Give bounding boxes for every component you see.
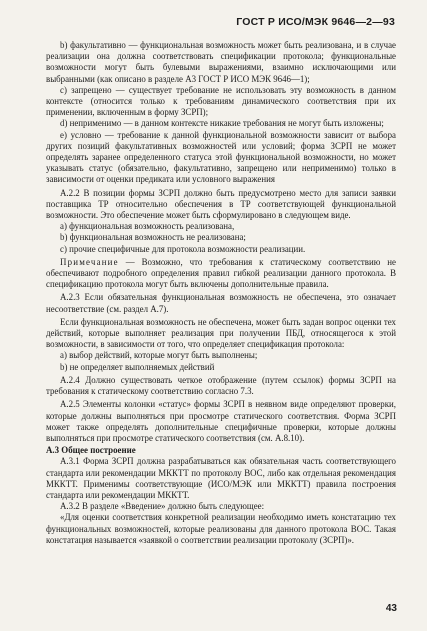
list-item: e) условно — требование к данной функциональной возможности зависит от выбора других позиций факультативных возможностей или условий; форма ЗСРП не может определять заранее определенного статуса этой функциональной возможности, но может указывать статус (обязательно, факультативно, запрещено или неприменимо) только в зависимости от оценки предиката или условного выражения: [46, 129, 396, 185]
paragraph: А.3.1 Форма ЗСРП должна разрабатываться как обязательная часть соответствующего стандарта или рекомендации МККТТ по протоколу ВОС, либо как отдельная рекомендация МККТТ. Применимы соответствующие (ИСО/МЭК или МККТТ) правила построения стандарта или рекомендации МККТТ.: [46, 456, 396, 500]
list-item: c) прочие специфичные для протокола возможности реализации.: [60, 243, 306, 254]
paragraph: Если функциональная возможность не обеспечена, может быть задан вопрос оценки тех действий, которые выполняет реализация при получении ПБД, относящегося к этой возможности, в зависимости от того, что определяет спецификация протокола:: [46, 316, 396, 350]
paragraph: А.3.2 В разделе «Введение» должно быть следующее:: [60, 501, 265, 512]
list-item: a) функциональная возможность реализована,: [60, 221, 235, 232]
list-item: b) факультативно — функциональная возможность может быть реализована, и в случае реализации она должна соответствовать спецификации протокола; функциональные возможности могут быть булевыми выражениями, взаимно исключающими или выбранными (как описано в разделе А3 ГОСТ Р ИСО МЭК 9646—1);: [46, 40, 396, 84]
paragraph: А.2.2 В позиции формы ЗСРП должно быть предусмотрено место для записи заявки поставщика ТР относительно обеспечения в ТР соответствующей функциональной возможности. Это обеспечение может быть сформулировано в следующем виде.: [46, 187, 396, 221]
paragraph: А.2.3 Если обязательная функциональная возможность не обеспечена, это означает несоответствие (см. раздел А.7).: [46, 292, 396, 314]
list-item: d) неприменимо — в данном контексте никакие требования не могут быть изложены;: [60, 118, 384, 129]
paragraph: А.2.4 Должно существовать четкое отображение (путем ссылок) формы ЗСРП на требования к статическому соответствию согласно 7.3.: [46, 374, 396, 397]
page-number: 43: [385, 603, 397, 614]
note-paragraph: Примечание — Возможно, что требования к статическому соответствию не обеспечивают подробного определения правил гибкой реализации данного протокола. В спецификацию протокола могут быть включены дополнительные правила.: [46, 256, 396, 290]
note-text: Возможно, что требования к статическому соответствию не обеспечивают подробного определения правил гибкой реализации данного протокола. В спецификацию протокола могут быть включены дополнительные правила.: [46, 256, 396, 290]
list-item: c) запрещено — существует требование не использовать эту возможность в данном контексте (относится только к требованиям динамического соответствия при их применении, включенным в форму ЗСРП);: [46, 84, 396, 118]
paragraph: А.2.5 Элементы колонки «статус» формы ЗСРП в неявном виде определяют проверки, которые должны выполняться при просмотре статического соответствия. Форма ЗСРП может также определять дополнительные специфичные проверки, которые должны выполняться при просмотре статического соответствия (см. А.8.10).: [46, 399, 396, 443]
list-item: b) не определяет выполняемых действий: [60, 361, 215, 372]
document-body: [46, 40, 396, 546]
paragraph: «Для оценки соответствия конкретной реализации необходимо иметь констатацию тех функциональных возможностей, которые реализованы для данного протокола ВОС. Такая констатация называется «заявкой о соответствии реализации протоколу (ЗСРП)».: [46, 512, 396, 545]
list-item: a) выбор действий, которые могут быть выполнены;: [60, 350, 258, 361]
page-header: ГОСТ Р ИСО/МЭК 9646—2—93: [236, 16, 395, 28]
list-item: b) функциональная возможность не реализована;: [60, 232, 246, 243]
section-heading: А.3 Общее построение: [46, 445, 136, 456]
note-label: Примечание: [60, 256, 119, 267]
